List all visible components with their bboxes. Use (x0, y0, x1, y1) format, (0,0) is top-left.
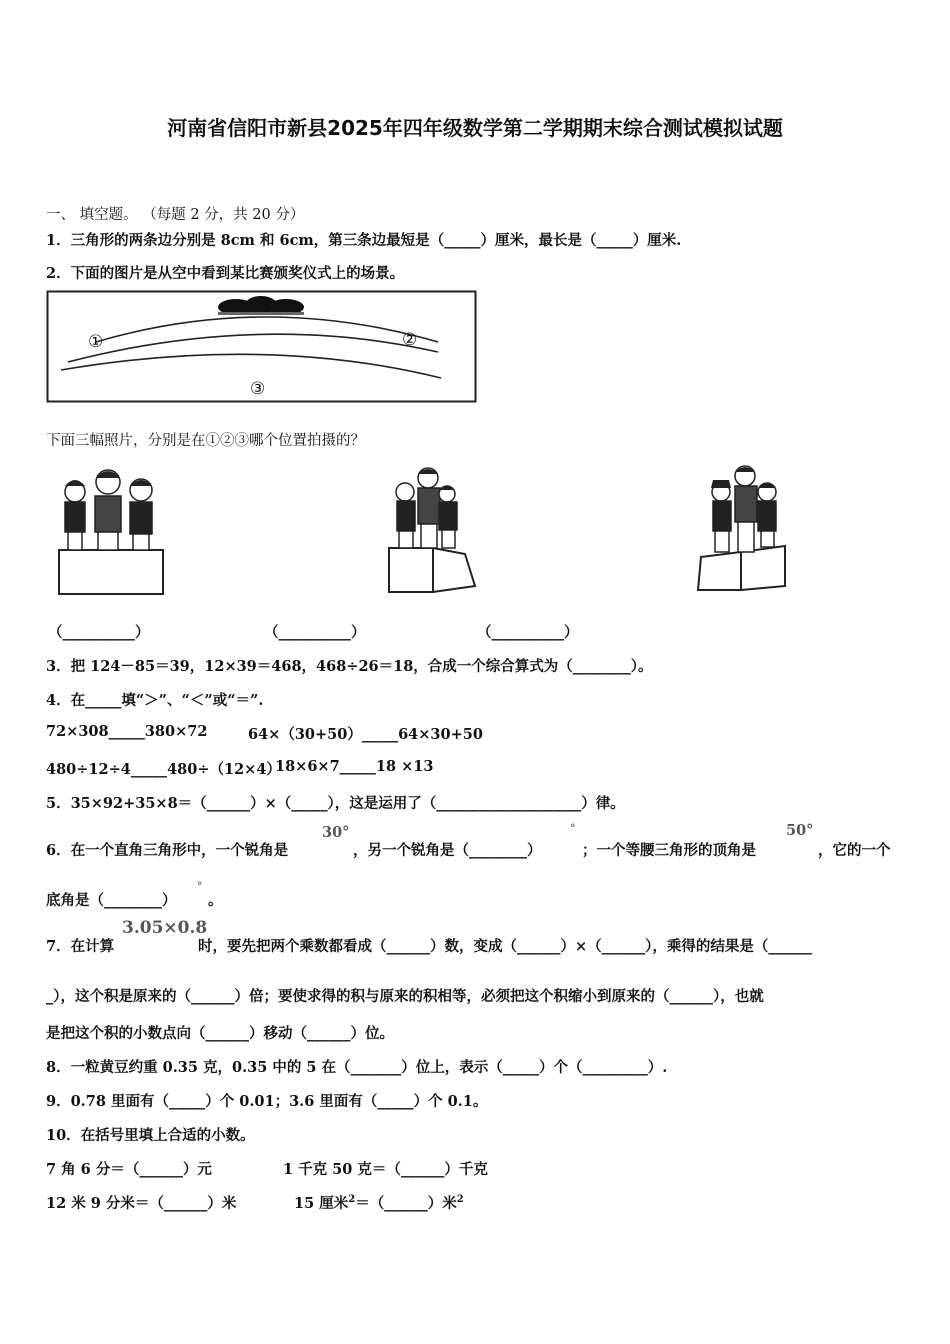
question-7-part-b: 时，要先把两个乘数都看成（______）数，变成（______）×（______），乘得的结果是（______ (198, 938, 812, 955)
question-6-part-f: 。 (208, 892, 223, 909)
question-7-part-c: _），这个积是原来的（______）倍；要使求得的积与原来的积相等，必须把这个积缩小到原来的（______），也就 (46, 988, 764, 1005)
question-6-angle-50: 50° (786, 822, 814, 839)
question-1: 1．三角形的两条边分别是 8cm 和 6cm，第三条边最短是（_____）厘米，最长是（_____）厘米. (46, 232, 682, 249)
photo-3-answer[interactable]: （__________） (477, 624, 579, 641)
question-9: 9．0.78 里面有（_____）个 0.01；3.6 里面有（_____）个 0.1。 (46, 1093, 488, 1110)
question-7-expression: 3.05×0.8 (122, 918, 208, 938)
question-6-part-a: 6．在一个直角三角形中，一个锐角是 (46, 842, 289, 859)
photo-1-answer[interactable]: （__________） (48, 624, 150, 641)
question-10: 10．在括号里填上合适的小数。 (46, 1127, 255, 1144)
question-4d: 18×6×7_____18 ×13 (275, 758, 434, 775)
question-10a: 7 角 6 分＝（______）元 (46, 1161, 212, 1178)
question-10d-middle: ＝（______）米 (355, 1195, 457, 1212)
question-8: 8．一粒黄豆约重 0.35 克，0.35 中的 5 在（_______）位上，表示（_____）个（_________）. (46, 1059, 668, 1076)
question-10d (294, 1192, 464, 1213)
photo-2-answer[interactable]: （__________） (264, 624, 366, 641)
page-title: 河南省信阳市新县2025年四年级数学第二学期期末综合测试模拟试题 (167, 116, 783, 140)
question-6-part-d: ，它的一个 (818, 842, 891, 859)
question-5: 5．35×92+35×8＝（______）×（_____），这是运用了（____________________）律。 (46, 795, 625, 812)
question-6-part-c: ；一个等腰三角形的顶角是 (582, 842, 756, 859)
question-10d-square-1: 2 (348, 1194, 356, 1206)
question-2-sub: 下面三幅照片，分别是在①②③哪个位置拍摄的？ (46, 433, 365, 449)
question-7-part-a: 7．在计算 (46, 938, 115, 955)
question-10b: 1 千克 50 克＝（______）千克 (283, 1161, 488, 1178)
question-3: 3．把 124－85＝39，12×39＝468，468÷26＝18，合成一个综合算式为（________）。 (46, 658, 653, 675)
question-2: 2．下面的图片是从空中看到某比赛颁奖仪式上的场景。 (46, 265, 405, 282)
question-7-part-d: 是把这个积的小数点向（______）移动（______）位。 (46, 1025, 394, 1042)
question-4b: 64×（30+50）_____64×30+50 (248, 726, 483, 743)
question-10d-prefix: 15 厘米 (294, 1195, 349, 1212)
section-heading: 一、 填空题。 （每题 2 分，共 20 分） (46, 207, 305, 223)
question-6-degree-mark-2: ° (197, 880, 203, 893)
question-6-part-b: ，另一个锐角是（________） (353, 842, 542, 859)
question-10d-square-2: 2 (456, 1194, 464, 1206)
photo-3-figure (695, 462, 790, 594)
question-4c: 480÷12÷4_____480÷（12×4） (46, 761, 281, 778)
question-6-part-e: 底角是（________） (46, 892, 177, 909)
question-10c: 12 米 9 分米＝（______）米 (46, 1195, 237, 1212)
question-4: 4．在_____填“＞”、“＜”或“＝”. (46, 692, 264, 709)
photo-2-figure (385, 464, 480, 596)
position-2-label: ② (402, 330, 418, 350)
question-6-degree-mark: ° (570, 822, 576, 835)
position-3-label: ③ (250, 379, 266, 399)
photo-1-figure (55, 460, 167, 598)
position-1-label: ① (88, 332, 104, 352)
question-6-angle-30: 30° (322, 824, 350, 841)
question-4a: 72×308_____380×72 (46, 723, 208, 740)
